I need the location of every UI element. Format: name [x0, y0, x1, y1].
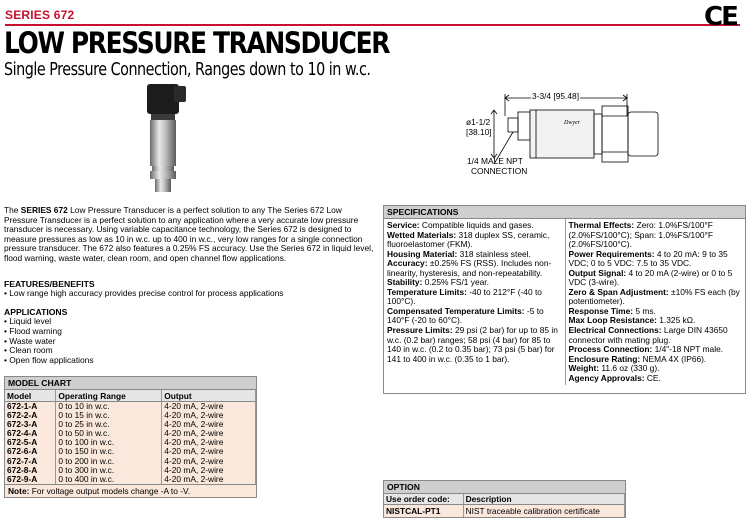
application-item: • Flood warning — [4, 327, 376, 337]
spec-label: Zero & Span Adjustment: — [568, 286, 669, 297]
table-cell: 0 to 200 in w.c. — [56, 457, 162, 466]
spec-value: 318 duplex SS, ceramic, fluoroelastomer (FKM). — [387, 229, 550, 250]
application-item: • Open flow applications — [4, 356, 376, 366]
spec-item — [569, 269, 743, 288]
diameter-dimension-metric: [38.10] — [466, 127, 492, 137]
connection-label-2: CONNECTION — [471, 166, 528, 176]
table-cell: 0 to 25 in w.c. — [56, 420, 162, 429]
spec-item — [569, 250, 743, 269]
spec-label: Electrical Connections: — [568, 325, 662, 336]
table-cell: 0 to 50 in w.c. — [56, 429, 162, 438]
table-cell: 0 to 300 in w.c. — [56, 466, 162, 475]
spec-value: -40 to 212°F (-40 to 100°C). — [387, 286, 542, 307]
spec-value: Large DIN 43650 connector with mating plug. — [568, 325, 728, 345]
model-code-cell: 672-5-A — [5, 438, 56, 447]
specifications-heading: SPECIFICATIONS — [384, 206, 745, 219]
option-table — [383, 480, 626, 518]
model-code-cell: 672-7-A — [5, 457, 56, 466]
spec-label: Housing Material: — [387, 248, 458, 259]
application-item: • Clean room — [4, 346, 376, 356]
spec-value: ±10% FS each (by potentiometer). — [568, 286, 740, 307]
table-cell: 4-20 mA, 2-wire — [162, 457, 256, 466]
model-code-cell: 672-9-A — [5, 475, 56, 484]
intro-prefix: The — [4, 205, 21, 215]
table-cell: 4-20 mA, 2-wire — [162, 402, 256, 412]
spec-value: 5 ms. — [633, 305, 656, 316]
model-code-cell: 672-8-A — [5, 466, 56, 475]
page-title: LOW PRESSURE TRANSDUCER — [4, 26, 390, 60]
application-item: • Waste water — [4, 337, 376, 347]
applications-list — [4, 317, 376, 365]
application-item: • Liquid level — [4, 317, 376, 327]
diameter-dimension: ø1-1/2 — [466, 117, 491, 127]
model-code-cell: 672-3-A — [5, 420, 56, 429]
spec-value: ±0.25% FS (RSS). Includes non-linearity, hysteresis, and non-repeatability. — [387, 258, 552, 278]
spec-value: 4 to 20 mA (2-wire) or 0 to 5 VDC (3-wire). — [568, 267, 733, 288]
spec-label: Thermal Effects: — [568, 220, 635, 230]
model-chart-column-header: Operating Range — [56, 390, 162, 402]
spec-label: Pressure Limits: — [387, 325, 453, 336]
spec-label: Compensated Temperature Limits: — [387, 305, 525, 316]
table-cell: 0 to 10 in w.c. — [56, 402, 162, 412]
table-cell: 4-20 mA, 2-wire — [162, 447, 256, 456]
spec-item — [569, 326, 743, 345]
features-heading: FEATURES/BENEFITS — [4, 278, 95, 289]
intro-section — [4, 206, 376, 365]
spec-value: CE. — [644, 372, 661, 383]
option-column-header: Description — [463, 494, 624, 505]
spec-label: Temperature Limits: — [387, 286, 467, 297]
table-cell: 4-20 mA, 2-wire — [162, 429, 256, 438]
spec-label: Process Connection: — [568, 344, 653, 355]
model-code-cell: 672-4-A — [5, 429, 56, 438]
feature-item: • Low range high accuracy provides precise control for process applications — [4, 289, 376, 299]
table-cell: 4-20 mA, 2-wire — [162, 420, 256, 429]
spec-item — [387, 307, 562, 326]
table-cell: 0 to 150 in w.c. — [56, 447, 162, 456]
spec-item — [387, 259, 562, 278]
spec-label: Accuracy: — [387, 258, 428, 269]
drawing-brand-mark: Dwyer — [564, 120, 580, 126]
table-cell: 0 to 400 in w.c. — [56, 475, 162, 484]
product-photo — [138, 82, 194, 194]
specifications-column-1 — [384, 219, 566, 385]
spec-value: 0.25% FS/1 year. — [422, 277, 489, 288]
series-label: SERIES 672 — [5, 8, 75, 22]
ce-mark-icon: CE — [704, 2, 737, 32]
option-heading: OPTION — [384, 481, 625, 494]
spec-value: NEMA 4X (IP66). — [640, 353, 707, 364]
order-code-cell: NISTCAL-PT1 — [384, 505, 463, 518]
transducer-body — [150, 120, 176, 166]
spec-value: 1/4"-18 NPT male. — [652, 344, 724, 355]
specifications-panel — [383, 205, 746, 394]
applications-heading: APPLICATIONS — [4, 306, 68, 317]
spec-label: Wetted Materials: — [387, 229, 457, 240]
spec-item — [569, 288, 743, 307]
spec-label: Service: — [387, 220, 420, 230]
model-chart-note — [5, 484, 256, 497]
spec-value: 11.6 oz (330 g). — [599, 363, 660, 374]
spec-item — [569, 374, 743, 384]
model-chart-column-header: Model — [5, 390, 56, 402]
model-chart — [4, 376, 257, 498]
spec-item — [387, 231, 562, 250]
cable-gland — [174, 86, 186, 102]
spec-value: Zero: 1.0%FS/100°F (2.0%FS/100°C); Span: 1.0%FS/100°F (2.0%FS/100°C). — [568, 220, 713, 250]
spec-value: 4 to 20 mA: 9 to 35 VDC; 0 to 5 VDC: 7.5 to 35 VDC. — [568, 248, 728, 269]
model-code-cell: 672-2-A — [5, 411, 56, 420]
spec-value: 318 stainless steel. — [457, 248, 531, 259]
note-text: For voltage output models change -A to -V. — [29, 485, 191, 496]
table-cell: 4-20 mA, 2-wire — [162, 438, 256, 447]
connection-label: 1/4 MALE NPT — [467, 156, 523, 166]
intro-text: Low Pressure Transducer is a perfect solution to any The Series 672 Low Pressure Transducer is a perfect solution to any application where a very accurate low pressure transducer is necessary. Using variable capacitance technology, the Series 672 is designed to measure pressures as low as 10 in w.c. up to 400 in w.c., very low ranges for a single connection pressure transducer. The 672 also features a 0.25% FS accuracy. Use the Series 672 in liquid level, flood warning, waste water, clean room, and open channel flow applications. — [4, 205, 374, 263]
table-row — [384, 505, 625, 518]
spec-item — [387, 326, 562, 364]
spec-value: 1.325 kΩ. — [656, 315, 696, 326]
spec-label: Agency Approvals: — [568, 372, 645, 383]
table-cell: 4-20 mA, 2-wire — [162, 411, 256, 420]
description-cell: NIST traceable calibration certificate — [463, 505, 624, 518]
model-code-cell: 672-6-A — [5, 447, 56, 456]
table-cell: 0 to 15 in w.c. — [56, 411, 162, 420]
spec-value: 29 psi (2 bar) for up to 85 in w.c. (0.2 bar) ranges; 58 psi (4 bar) for 85 to 140 in w.c. (0.2 to 0.35 bar); 73 psi (5 bar) for 141 to 400 in w.c. (0.35 to 1 bar). — [387, 325, 558, 364]
table-row — [5, 475, 256, 484]
model-chart-column-header: Output — [162, 390, 256, 402]
spec-label: Output Signal: — [568, 267, 627, 278]
spec-item — [387, 288, 562, 307]
spec-label: Power Requirements: — [568, 248, 655, 259]
model-chart-table — [5, 390, 256, 484]
spec-item — [569, 221, 743, 250]
table-cell: 4-20 mA, 2-wire — [162, 475, 256, 484]
length-dimension: 3-3/4 [95.48] — [532, 91, 580, 101]
table-cell: 4-20 mA, 2-wire — [162, 466, 256, 475]
spec-label: Max Loop Resistance: — [568, 315, 657, 326]
model-code-cell: 672-1-A — [5, 402, 56, 412]
features-list — [4, 289, 376, 299]
model-chart-heading: MODEL CHART — [5, 377, 256, 390]
table-cell: 0 to 100 in w.c. — [56, 438, 162, 447]
npt-thread — [155, 179, 171, 192]
option-column-header: Use order code: — [384, 494, 463, 505]
intro-paragraph — [4, 206, 376, 264]
spec-label: Weight: — [568, 363, 600, 374]
specifications-column-2 — [566, 219, 746, 385]
page-subtitle: Single Pressure Connection, Ranges down to 10 in w.c. — [4, 60, 371, 80]
spec-value: -5 to 140°F (-20 to 60°C). — [387, 305, 544, 326]
spec-label: Stability: — [387, 277, 423, 288]
spec-value: Compatible liquids and gases. — [419, 220, 534, 230]
spec-label: Response Time: — [568, 305, 634, 316]
option-grid — [384, 494, 625, 517]
intro-series-name: SERIES 672 — [20, 205, 68, 215]
spec-label: Enclosure Rating: — [568, 353, 641, 364]
note-label: Note: — [8, 485, 30, 496]
